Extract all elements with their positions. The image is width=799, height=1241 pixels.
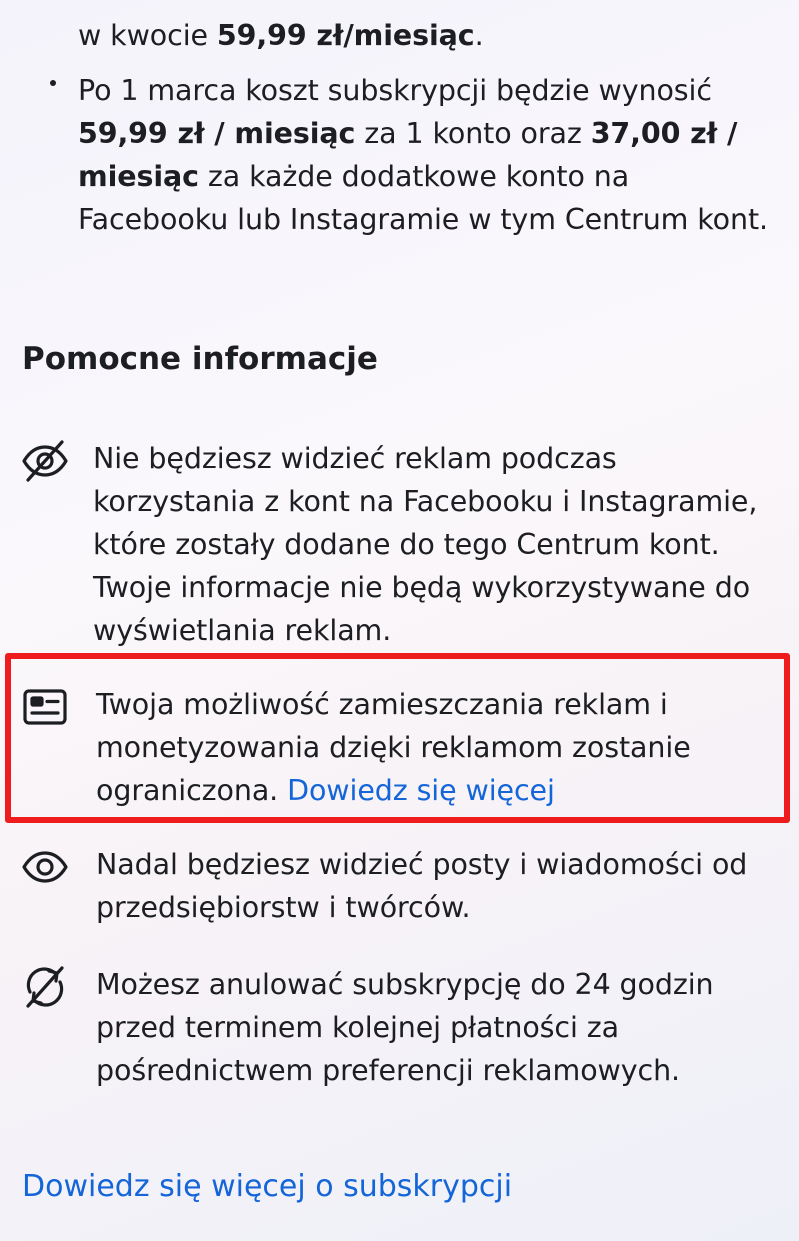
pricing-bullet-price-1: 59,99 zł / miesiąc (78, 117, 356, 150)
info-item-posts: Nadal będziesz widzieć posty i wiadomości od przedsiębiorstw i twórców. (96, 848, 748, 924)
learn-more-link[interactable]: Dowiedz się więcej (287, 774, 555, 807)
price-line-amount: 59,99 zł/miesiąc (216, 19, 475, 52)
pricing-bullet-text-2: za 1 konto oraz (355, 117, 591, 150)
pricing-bullet-text-1: Po 1 marca koszt subskrypcji będzie wynosić (78, 74, 712, 107)
eye-icon (20, 842, 70, 892)
price-line (78, 14, 778, 57)
info-item-ads-limited-text: Twoja możliwość zamieszczania reklam i monetyzowania dzięki reklamom zostanie ograniczona. (96, 688, 691, 807)
learn-more-subscription-link[interactable]: Dowiedz się więcej o subskrypcji (22, 1169, 513, 1204)
info-item-ads-limited (96, 683, 786, 812)
pricing-bullet-price-2: 37,00 zł / miesiąc (78, 117, 738, 193)
section-title: Pomocne informacje (22, 341, 378, 377)
ad-card-icon (20, 682, 70, 732)
pricing-bullet-text-3: za każde dodatkowe konto na Facebooku lub Instagramie w tym Centrum kont. (78, 160, 769, 236)
info-item-no-ads: Nie będziesz widzieć reklam podczas korzystania z kont na Facebooku i Instagramie, które zostały dodane do tego Centrum kont. Twoje informacje nie będą wykorzystywane do wyświetlania reklam. (93, 442, 758, 647)
price-line-suffix: . (474, 19, 484, 52)
bullet-dot (50, 80, 56, 86)
pricing-bullet (78, 69, 783, 241)
price-line-prefix: w kwocie (78, 19, 217, 52)
info-item-cancel: Możesz anulować subskrypcję do 24 godzin przed terminem kolejnej płatności za pośrednictwem preferencji reklamowych. (96, 968, 714, 1087)
cancel-sync-icon (20, 962, 70, 1012)
eye-slash-icon (20, 436, 70, 486)
